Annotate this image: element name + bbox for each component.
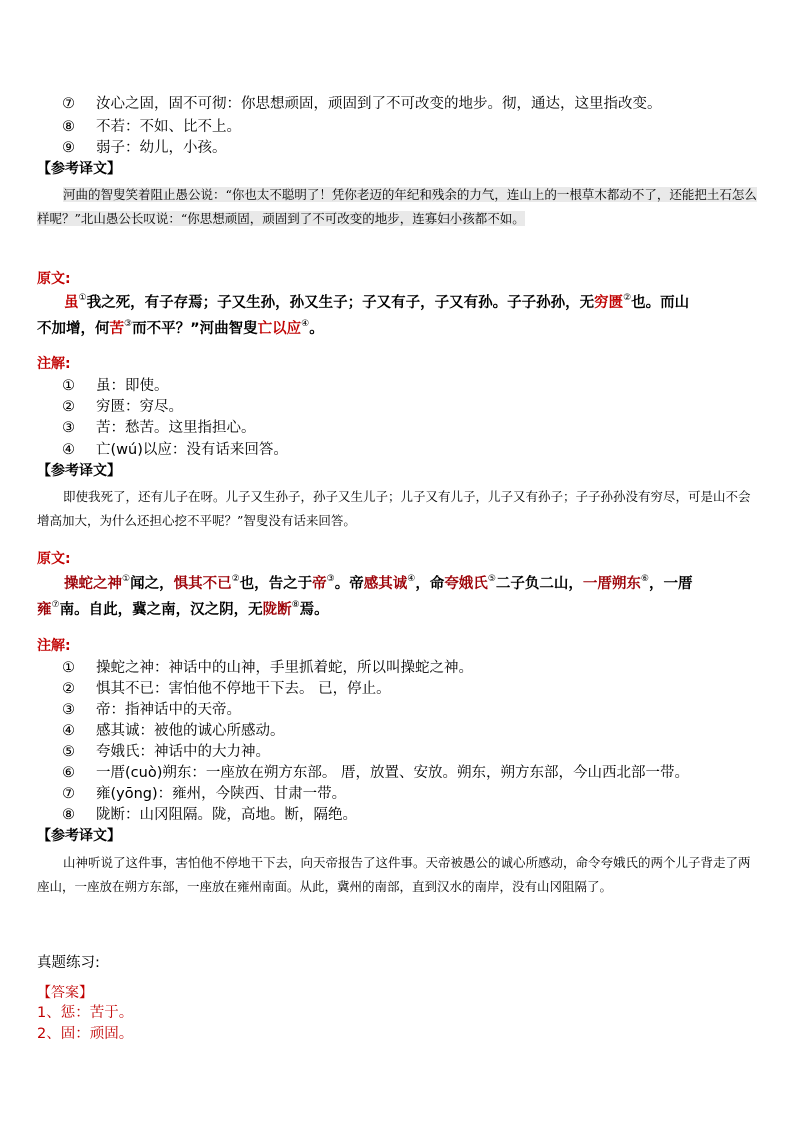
note-text: 汝心之固，固不可彻：你思想顽固，顽固到了不可改变的地步。彻，通达，这里指改变。	[96, 96, 662, 112]
reference-translation-1	[37, 183, 757, 231]
original-text-label: 原文:	[37, 271, 71, 287]
practice-label: 真题练习:	[37, 955, 100, 971]
annotation-label: 注解:	[37, 356, 71, 372]
reference-translation-header: 【参考译文】	[37, 463, 121, 479]
note-number: ⑦	[62, 96, 75, 112]
note-item: ⑥ 一厝(cuò)朔东：一座放在朔方东部。 厝，放置、安放。朔东，朔方东部，今山西北部一带。	[62, 765, 689, 781]
answer-header: 【答案】	[37, 985, 93, 1001]
note-number: ⑧	[62, 119, 75, 135]
original-text-3: 操蛇之神①闻之，惧其不已②也，告之于帝③。帝感其诚④，命夸娥氏⑤二子负二山，一厝朔东⑥，一厝 雍⑦南。自此，冀之南，汉之阴，无陇断⑧焉。	[37, 574, 693, 618]
note-item: ④ 亡(wú)以应：没有话来回答。	[62, 442, 288, 458]
original-text-label: 原文:	[37, 551, 71, 567]
annotation-label: 注解:	[37, 638, 71, 654]
note-text: 弱子：幼儿，小孩。	[96, 140, 227, 156]
note-item: ② 穷匮：穷尽。	[62, 399, 183, 415]
answer-item: 2、固：顽固。	[37, 1026, 134, 1042]
note-item: ① 操蛇之神：神话中的山神，手里抓着蛇，所以叫操蛇之神。	[62, 660, 473, 676]
note-item: ⑤ 夸娥氏：神话中的大力神。	[62, 744, 270, 760]
note-item: ② 惧其不已：害怕他不停地干下去。 已，停止。	[62, 681, 391, 697]
reference-translation-header: 【参考译文】	[37, 161, 121, 177]
note-item: ⑧ 陇断：山冈阻隔。陇，高地。断，隔绝。	[62, 807, 357, 823]
note-item: ④ 感其诚：被他的诚心所感动。	[62, 723, 285, 739]
note-item: ③ 苦：愁苦。这里指担心。	[62, 420, 256, 436]
note-item: ③ 帝：指神话中的天帝。	[62, 702, 241, 718]
note-item: ① 虽：即使。	[62, 378, 169, 394]
answer-item: 1、惩：苦于。	[37, 1005, 134, 1021]
note-item	[62, 117, 241, 137]
reference-translation-header: 【参考译文】	[37, 828, 121, 844]
note-item	[62, 138, 227, 158]
note-number: ⑨	[62, 140, 75, 156]
note-item: ⑦ 雍(yōng)：雍州，今陕西、甘肃一带。	[62, 786, 347, 802]
reference-translation-3: 山神听说了这件事，害怕他不停地干下去，向天帝报告了这件事。天帝被愚公的诚心所感动，命令夸娥氏的两个儿子背走了两座山，一座放在朔方东部，一座放在雍州南面。从此，冀州的南部，直到汉水的南岸，没有山冈阻隔了。	[37, 855, 751, 894]
note-text: 不若：不如、比不上。	[96, 119, 241, 135]
original-text-2: 虽①我之死，有子存焉；子又生孙，孙又生子；子又有子，子又有孙。子子孙孙，无穷匮②也。而山 不加增，何苦③而不平？”河曲智叟亡以应④。	[37, 293, 690, 337]
reference-translation-2: 即使我死了，还有儿子在呀。儿子又生孙子，孙子又生儿子；儿子又有儿子，儿子又有孙子；子子孙孙没有穷尽，可是山不会增高加大，为什么还担心挖不平呢？”智叟没有话来回答。	[37, 489, 751, 528]
translation-text: 河曲的智叟笑着阻止愚公说：“你也太不聪明了！凭你老迈的年纪和残余的力气，连山上的一根草木都动不了，还能把土石怎么样呢？”北山愚公长叹说：“你思想顽固，顽固到了不可改变的地步，连寡妇小孩都不如。	[37, 187, 757, 226]
note-item	[62, 94, 662, 114]
